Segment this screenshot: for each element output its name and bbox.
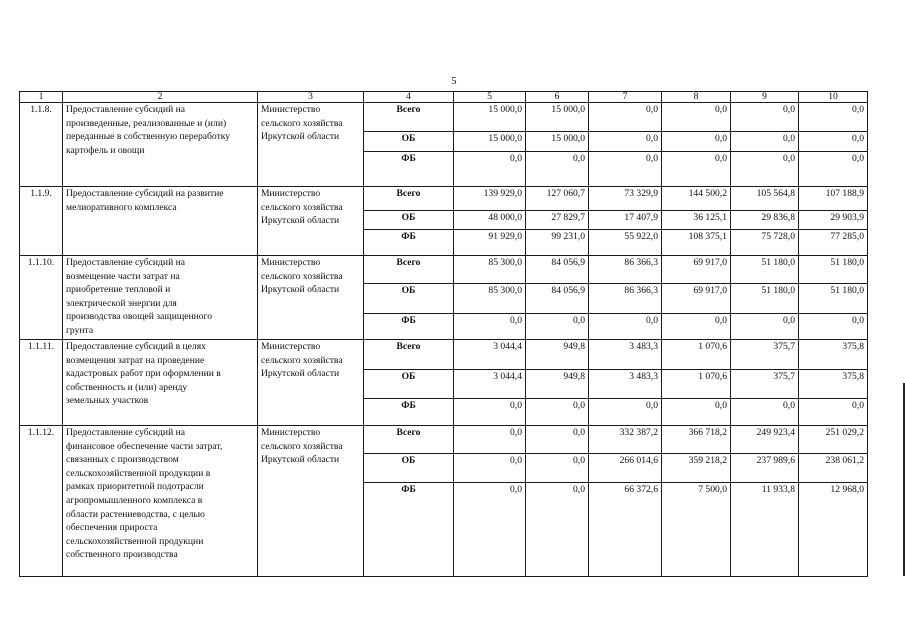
amount-cell: 15 000,0 — [526, 132, 589, 152]
column-number: 1 — [20, 92, 63, 103]
row-code: 1.1.9. — [20, 187, 63, 256]
row-code: 1.1.11. — [20, 340, 63, 426]
description-line: финансовое обеспечение части затрат, — [66, 440, 223, 452]
description-line: приобретение тепловой и — [66, 284, 171, 296]
responsible-line: Иркутской области — [261, 454, 340, 466]
amount-cell: 332 387,2 — [589, 426, 662, 454]
funding-source: Всего — [364, 256, 454, 284]
description-line: Предоставление субсидий в целях — [66, 341, 206, 352]
description-line: собственного производства — [66, 549, 178, 561]
responsible-line: Иркутской области — [261, 215, 340, 227]
table-row — [20, 426, 868, 454]
amount-cell: 36 125,1 — [662, 211, 731, 230]
funding-source: ОБ — [364, 132, 454, 152]
amount-cell: 375,7 — [731, 340, 799, 370]
responsible-line: Иркутской области — [261, 284, 340, 296]
funding-source: ФБ — [364, 152, 454, 187]
amount-cell: 366 718,2 — [662, 426, 731, 454]
amount-cell: 0,0 — [589, 399, 662, 426]
column-number: 7 — [589, 92, 662, 103]
amount-cell: 75 728,0 — [731, 230, 799, 256]
amount-cell: 0,0 — [731, 132, 799, 152]
description-line: обеспечения прироста — [66, 522, 158, 534]
amount-cell: 0,0 — [526, 454, 589, 483]
amount-cell: 84 056,9 — [526, 284, 589, 314]
description-line: грунта — [66, 324, 94, 336]
description-line: производства овощей защищенного — [66, 311, 213, 323]
description-line: сельскохозяйственной продукции — [66, 535, 204, 547]
amount-cell: 27 829,7 — [526, 211, 589, 230]
amount-cell: 375,8 — [799, 370, 868, 399]
amount-cell: 91 929,0 — [454, 230, 526, 256]
row-responsible — [258, 426, 364, 577]
responsible-line: Министерство — [261, 257, 321, 268]
row-description — [63, 187, 258, 256]
amount-cell: 51 180,0 — [731, 284, 799, 314]
column-number-row — [20, 92, 868, 103]
amount-cell: 84 056,9 — [526, 256, 589, 284]
amount-cell: 99 231,0 — [526, 230, 589, 256]
responsible-line: Министерство — [261, 188, 321, 199]
amount-cell: 86 366,3 — [589, 284, 662, 314]
funding-source: ОБ — [364, 211, 454, 230]
row-description — [63, 426, 258, 577]
funding-source: ФБ — [364, 483, 454, 577]
table-body — [20, 92, 868, 577]
description-line: Предоставление субсидий на — [66, 257, 185, 268]
row-description — [63, 256, 258, 340]
amount-cell: 51 180,0 — [799, 256, 868, 284]
amount-cell: 0,0 — [526, 314, 589, 340]
amount-cell: 29 836,8 — [731, 211, 799, 230]
amount-cell: 0,0 — [731, 103, 799, 132]
amount-cell: 375,8 — [799, 340, 868, 370]
amount-cell: 29 903,9 — [799, 211, 868, 230]
description-line: произведенные, реализованные и (или) — [66, 117, 227, 129]
amount-cell: 7 500,0 — [662, 483, 731, 577]
row-responsible — [258, 187, 364, 256]
funding-source: ФБ — [364, 230, 454, 256]
amount-cell: 249 923,4 — [731, 426, 799, 454]
table-row — [20, 256, 868, 284]
amount-cell: 359 218,2 — [662, 454, 731, 483]
amount-cell: 15 000,0 — [454, 132, 526, 152]
amount-cell: 105 564,8 — [731, 187, 799, 211]
amount-cell: 55 922,0 — [589, 230, 662, 256]
amount-cell: 139 929,0 — [454, 187, 526, 211]
responsible-line: сельского хозяйства — [261, 440, 343, 452]
amount-cell: 949,8 — [526, 340, 589, 370]
row-responsible — [258, 340, 364, 426]
description-line: картофель и овощи — [66, 144, 145, 156]
column-number: 8 — [662, 92, 731, 103]
description-line: Предоставление субсидий на — [66, 104, 185, 115]
amount-cell: 3 044,4 — [454, 370, 526, 399]
amount-cell: 0,0 — [731, 152, 799, 187]
amount-cell: 69 917,0 — [662, 256, 731, 284]
row-responsible — [258, 256, 364, 340]
page-number: 5 — [451, 76, 457, 87]
amount-cell: 0,0 — [526, 399, 589, 426]
description-line: мелиоративного комплекса — [66, 201, 177, 213]
amount-cell: 0,0 — [731, 399, 799, 426]
amount-cell: 0,0 — [526, 426, 589, 454]
amount-cell: 0,0 — [589, 314, 662, 340]
funding-source: ОБ — [364, 284, 454, 314]
description-line: возмещение части затрат на — [66, 270, 180, 282]
amount-cell: 238 061,2 — [799, 454, 868, 483]
description-line: связанных с производством — [66, 454, 179, 466]
description-line: электрической энергии для — [66, 297, 177, 309]
column-number: 6 — [526, 92, 589, 103]
description-line: агропромышленного комплекса в — [66, 494, 203, 506]
budget-table — [19, 91, 868, 577]
row-responsible — [258, 103, 364, 187]
table-row — [20, 187, 868, 211]
responsible-line: Министерство — [261, 427, 321, 438]
description-line: переданные в собственную переработку — [66, 131, 231, 143]
amount-cell: 77 285,0 — [799, 230, 868, 256]
funding-source: Всего — [364, 187, 454, 211]
responsible-line: сельского хозяйства — [261, 354, 343, 366]
amount-cell: 73 329,9 — [589, 187, 662, 211]
column-number: 2 — [63, 92, 258, 103]
amount-cell: 1 070,6 — [662, 340, 731, 370]
amount-cell: 0,0 — [799, 314, 868, 340]
amount-cell: 0,0 — [589, 152, 662, 187]
amount-cell: 0,0 — [454, 426, 526, 454]
description-line: Предоставление субсидий на развитие — [66, 188, 224, 199]
responsible-line: Иркутской области — [261, 131, 340, 143]
amount-cell: 0,0 — [454, 454, 526, 483]
amount-cell: 51 180,0 — [799, 284, 868, 314]
funding-source: ФБ — [364, 314, 454, 340]
amount-cell: 0,0 — [589, 132, 662, 152]
column-number: 4 — [364, 92, 454, 103]
amount-cell: 85 300,0 — [454, 256, 526, 284]
funding-source: Всего — [364, 340, 454, 370]
row-description — [63, 340, 258, 426]
amount-cell: 0,0 — [662, 314, 731, 340]
amount-cell: 107 188,9 — [799, 187, 868, 211]
amount-cell: 48 000,0 — [454, 211, 526, 230]
responsible-line: сельского хозяйства — [261, 201, 343, 213]
amount-cell: 0,0 — [662, 152, 731, 187]
description-line: кадастровых работ при оформлении в — [66, 368, 221, 380]
amount-cell: 0,0 — [454, 483, 526, 577]
table-row — [20, 103, 868, 132]
description-line: Предоставление субсидий на — [66, 427, 185, 438]
amount-cell: 15 000,0 — [454, 103, 526, 132]
description-line: области растениеводства, с целью — [66, 508, 205, 520]
amount-cell: 0,0 — [799, 132, 868, 152]
amount-cell: 0,0 — [454, 399, 526, 426]
amount-cell: 251 029,2 — [799, 426, 868, 454]
description-line: собственность и (или) аренду — [66, 381, 188, 393]
table-row — [20, 340, 868, 370]
funding-source: ОБ — [364, 370, 454, 399]
funding-source: ОБ — [364, 454, 454, 483]
column-number: 9 — [731, 92, 799, 103]
amount-cell: 266 014,6 — [589, 454, 662, 483]
responsible-line: Министерство — [261, 104, 321, 115]
amount-cell: 11 933,8 — [731, 483, 799, 577]
column-number: 3 — [258, 92, 364, 103]
amount-cell: 127 060,7 — [526, 187, 589, 211]
description-line: рамках приоритетной подотрасли — [66, 481, 204, 493]
amount-cell: 3 483,3 — [589, 340, 662, 370]
amount-cell: 1 070,6 — [662, 370, 731, 399]
row-code: 1.1.8. — [20, 103, 63, 187]
amount-cell: 69 917,0 — [662, 284, 731, 314]
amount-cell: 0,0 — [662, 132, 731, 152]
amount-cell: 0,0 — [526, 483, 589, 577]
amount-cell: 949,8 — [526, 370, 589, 399]
responsible-line: Иркутской области — [261, 368, 340, 380]
amount-cell: 0,0 — [799, 152, 868, 187]
row-description — [63, 103, 258, 187]
responsible-line: сельского хозяйства — [261, 117, 343, 129]
description-line: сельскохозяйственной продукции в — [66, 467, 211, 479]
funding-source: ФБ — [364, 399, 454, 426]
amount-cell: 3 483,3 — [589, 370, 662, 399]
amount-cell: 12 968,0 — [799, 483, 868, 577]
amount-cell: 17 407,9 — [589, 211, 662, 230]
amount-cell: 144 500,2 — [662, 187, 731, 211]
row-code: 1.1.10. — [20, 256, 63, 340]
column-number: 5 — [454, 92, 526, 103]
amount-cell: 0,0 — [662, 399, 731, 426]
description-line: земельных участков — [66, 395, 149, 407]
funding-source: Всего — [364, 103, 454, 132]
funding-source: Всего — [364, 426, 454, 454]
column-number: 10 — [799, 92, 868, 103]
amount-cell: 51 180,0 — [731, 256, 799, 284]
amount-cell: 0,0 — [799, 103, 868, 132]
amount-cell: 86 366,3 — [589, 256, 662, 284]
responsible-line: сельского хозяйства — [261, 270, 343, 282]
row-code: 1.1.12. — [20, 426, 63, 577]
amount-cell: 0,0 — [731, 314, 799, 340]
responsible-line: Министерство — [261, 341, 321, 352]
amount-cell: 0,0 — [454, 314, 526, 340]
amount-cell: 3 044,4 — [454, 340, 526, 370]
amount-cell: 15 000,0 — [526, 103, 589, 132]
amount-cell: 0,0 — [799, 399, 868, 426]
amount-cell: 0,0 — [526, 152, 589, 187]
amount-cell: 237 989,6 — [731, 454, 799, 483]
amount-cell: 0,0 — [662, 103, 731, 132]
amount-cell: 0,0 — [589, 103, 662, 132]
description-line: возмещения затрат на проведение — [66, 354, 205, 366]
amount-cell: 375,7 — [731, 370, 799, 399]
amount-cell: 66 372,6 — [589, 483, 662, 577]
amount-cell: 0,0 — [454, 152, 526, 187]
amount-cell: 108 375,1 — [662, 230, 731, 256]
amount-cell: 85 300,0 — [454, 284, 526, 314]
